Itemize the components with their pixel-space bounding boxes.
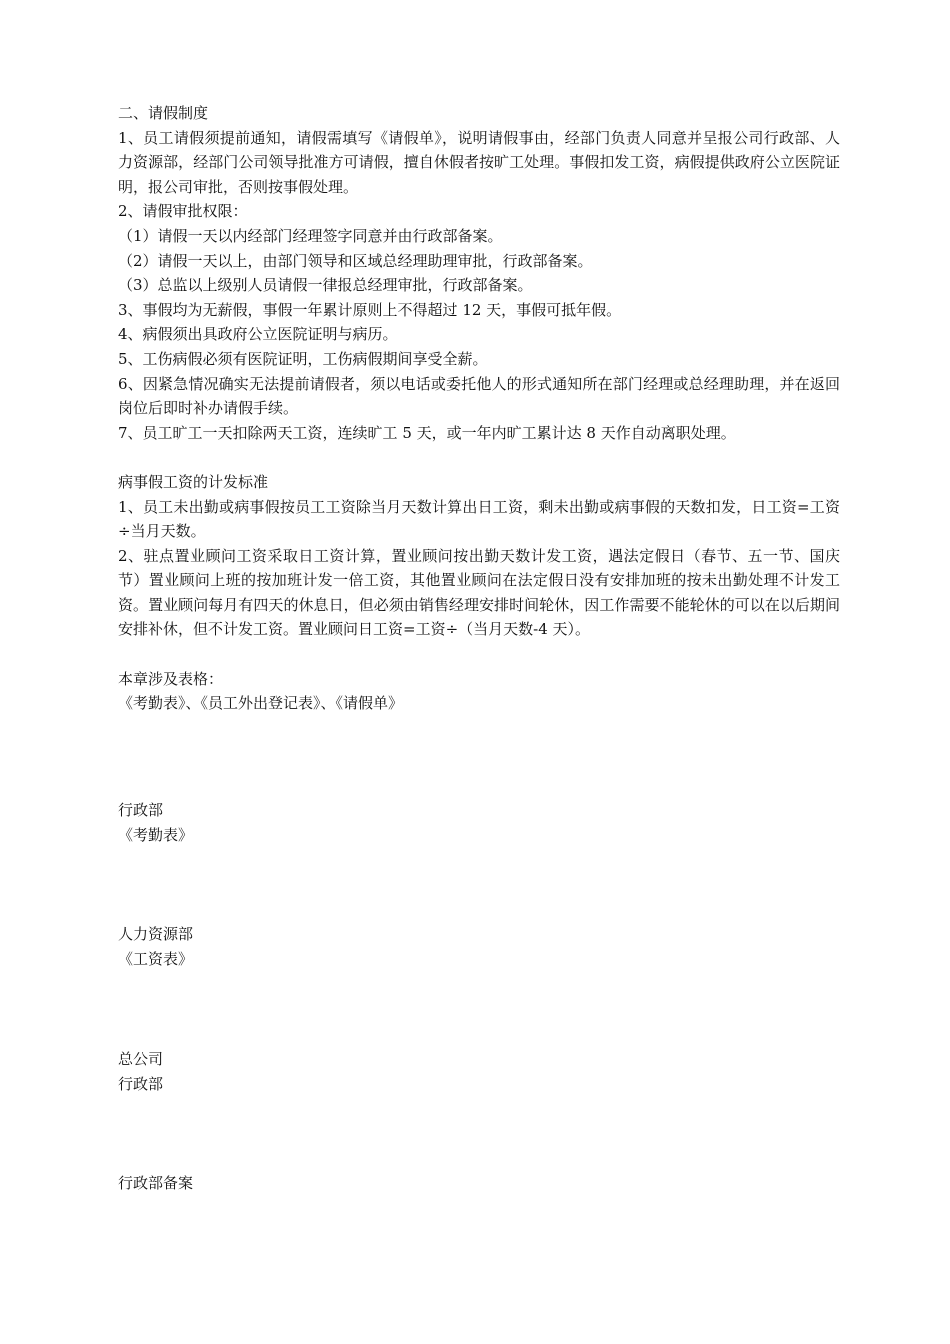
wage-rule-2: 2、驻点置业顾问工资采取日工资计算，置业顾问按出勤天数计发工资，遇法定假日（春节、五一节、国庆节）置业顾问上班的按加班计发一倍工资，其他置业顾问在法定假日没有安排加班的按未出勤处理不计发工资。置业顾问每月有四天的休息日，但必须由销售经理安排时间轮休，因工作需要不能轮休的可以在以后期间安排补休，但不计发工资。置业顾问日工资=工资÷（当月天数-4 天）。 [118, 546, 840, 639]
leave-rule-5: 5、工伤病假必须有医院证明，工伤病假期间享受全薪。 [118, 349, 488, 368]
flow-filing-block [118, 1171, 193, 1196]
leave-rule-4: 4、病假须出具政府公立医院证明与病历。 [118, 325, 398, 344]
leave-approval-3: （3）总监以上级别人员请假一律报总经理审批，行政部备案。 [118, 276, 533, 295]
spacer [118, 642, 840, 667]
wage-rule-1: 1、员工未出勤或病事假按员工工资除当月天数计算出日工资，剩未出勤或病事假的天数扣发，日工资=工资÷当月天数。 [118, 497, 840, 541]
leave-rule-3: 3、事假均为无薪假，事假一年累计原则上不得超过 12 天，事假可抵年假。 [118, 300, 622, 319]
flow-admin-block [118, 798, 193, 848]
leave-approval-2: （2）请假一天以上，由部门领导和区域总经理助理审批，行政部备案。 [118, 251, 593, 270]
flow-hr-dept: 人力资源部 [118, 925, 194, 943]
leave-section-heading: 二、请假制度 [118, 104, 209, 122]
leave-approval-1: （1）请假一天以内经部门经理签字同意并由行政部备案。 [118, 226, 503, 245]
flow-head-office-block [118, 1047, 163, 1097]
flow-admin-filing: 行政部备案 [118, 1174, 194, 1192]
forms-list: 《考勤表》、《员工外出登记表》、《请假单》 [118, 694, 404, 713]
flow-head-office: 总公司 [118, 1050, 164, 1068]
flow-admin-dept: 行政部 [118, 801, 164, 819]
wage-section-heading: 病事假工资的计发标准 [118, 472, 269, 491]
flow-salary-form: 《工资表》 [118, 950, 194, 968]
forms-heading: 本章涉及表格： [118, 669, 224, 688]
leave-rule-1: 1、员工请假须提前通知，请假需填写《请假单》，说明请假事由，经部门负责人同意并呈报公司行政部、人力资源部，经部门公司领导批准方可请假，擅自休假者按旷工处理。事假扣发工资，病假提供政府公立医院证明，报公司审批，否则按事假处理。 [118, 128, 840, 196]
spacer [118, 445, 840, 470]
leave-rule-2: 2、请假审批权限： [118, 202, 248, 221]
flow-attendance-form: 《考勤表》 [118, 826, 194, 844]
document-body [118, 101, 840, 716]
flow-hr-block [118, 922, 193, 972]
leave-rule-6: 6、因紧急情况确实无法提前请假者，须以电话或委托他人的形式通知所在部门经理或总经理助理，并在返回岗位后即时补办请假手续。 [118, 374, 840, 418]
leave-rule-7: 7、员工旷工一天扣除两天工资，连续旷工 5 天，或一年内旷工累计达 8 天作自动离职处理。 [118, 423, 736, 442]
flow-head-office-admin: 行政部 [118, 1075, 164, 1093]
